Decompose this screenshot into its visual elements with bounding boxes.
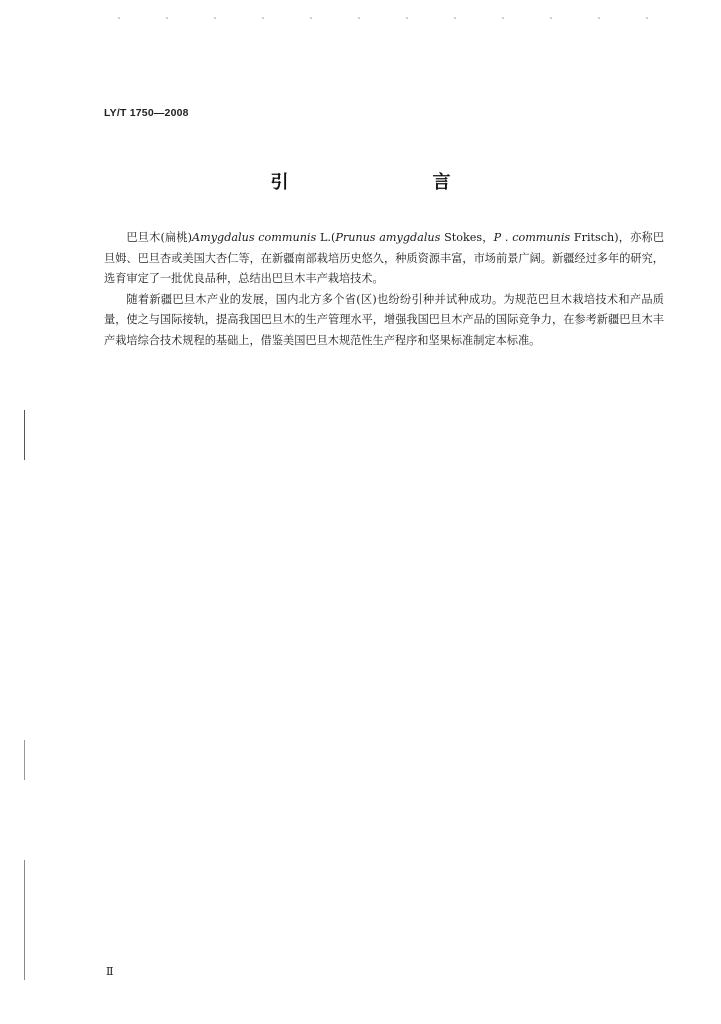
latin-name: Amygdalus communis bbox=[192, 231, 317, 244]
text-span: 巴旦木(扁桃) bbox=[126, 231, 193, 244]
text-span: Fritsch)，亦称巴旦姆、巴旦杏或美国大杏仁等，在新疆南部栽培历史悠久，种质资源丰富，市场前景广阔。新疆经过多年的研究，选育审定了一批优良品种，总结出巴旦木丰产栽培技术。 bbox=[104, 231, 665, 285]
page-title: 引 言 bbox=[270, 172, 487, 193]
scan-artifact-line bbox=[24, 860, 25, 980]
paragraph-2: 随着新疆巴旦木产业的发展，国内北方多个省(区)也纷纷引种并试种成功。为规范巴旦木栽培技术和产品质量，使之与国际接轨，提高我国巴旦木的生产管理水平，增强我国巴旦木产品的国际竞争力，在参考新疆巴旦木丰产栽培综合技术规程的基础上，借鉴美国巴旦木规范性生产程序和坚果标准制定本标准。 bbox=[104, 292, 664, 347]
scan-artifact-dots bbox=[95, 17, 655, 19]
paragraph-1 bbox=[104, 228, 664, 290]
latin-name: P . communis bbox=[493, 231, 571, 244]
scan-artifact-line bbox=[24, 740, 25, 780]
text-span: L.( bbox=[316, 231, 336, 244]
latin-name: Prunus amygdalus bbox=[335, 231, 441, 244]
standard-code: LY/T 1750—2008 bbox=[104, 107, 189, 119]
text-span: Stokes， bbox=[440, 231, 494, 244]
scan-artifact-line bbox=[24, 410, 25, 460]
page-number: Ⅱ bbox=[106, 965, 114, 978]
introduction-body bbox=[104, 228, 664, 351]
